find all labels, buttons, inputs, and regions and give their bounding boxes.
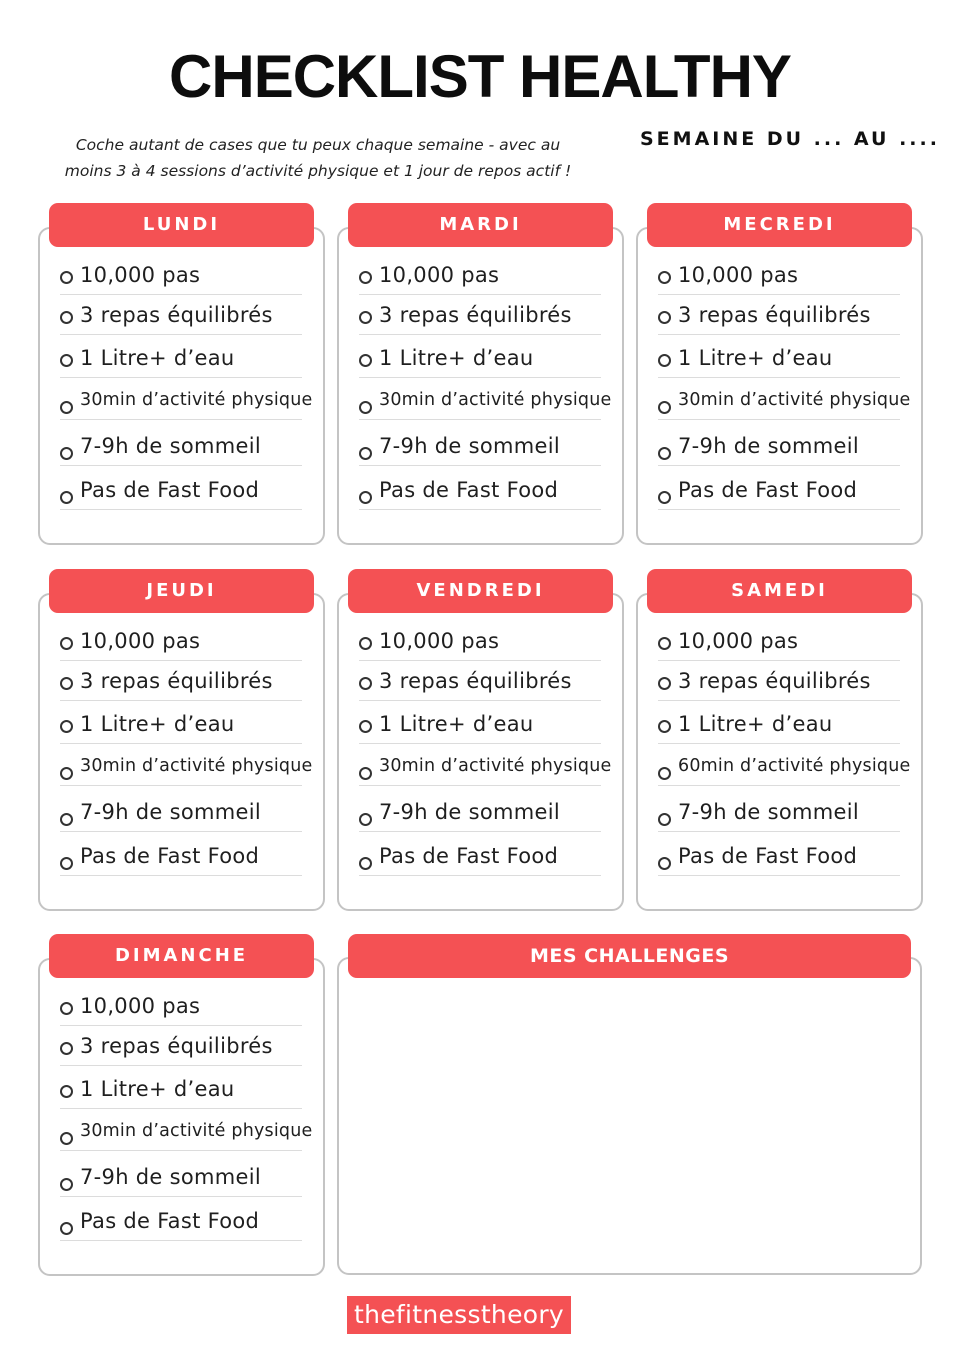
checklist-item — [60, 346, 302, 378]
intro-line-1: Coche autant de cases que tu peux chaque semaine - avec au — [75, 136, 561, 154]
checklist-item — [60, 994, 302, 1026]
challenges-header: MES CHALLENGES — [348, 934, 911, 978]
checkbox-circle-icon[interactable] — [60, 491, 73, 504]
checklist-item-label: 10,000 pas — [379, 263, 500, 287]
checkbox-circle-icon[interactable] — [658, 271, 671, 284]
checkbox-circle-icon[interactable] — [359, 767, 372, 780]
checklist-item — [359, 800, 601, 832]
checklist-item-label: 1 Litre+ d’eau — [678, 346, 833, 370]
checklist-item-label: 1 Litre+ d’eau — [80, 712, 235, 736]
checklist-item-label: 3 repas équilibrés — [379, 669, 572, 693]
checklist-item — [658, 346, 900, 378]
checkbox-circle-icon[interactable] — [658, 767, 671, 780]
checklist-item — [658, 712, 900, 744]
checklist-item — [658, 478, 900, 510]
checklist-item — [359, 346, 601, 378]
checklist-item — [60, 1077, 302, 1109]
checklist-item-label: 1 Litre+ d’eau — [379, 346, 534, 370]
intro-line-2: moins 3 à 4 sessions d’activité physique et 1 jour de repos actif ! — [64, 162, 572, 180]
checkbox-circle-icon[interactable] — [60, 1222, 73, 1235]
intro-text — [48, 132, 588, 184]
checklist-item-label: 7-9h de sommeil — [80, 1165, 262, 1189]
day-header-vendredi: VENDREDI — [348, 569, 613, 613]
checkbox-circle-icon[interactable] — [658, 401, 671, 414]
checklist-item-label: 7-9h de sommeil — [379, 800, 561, 824]
checklist-item-label: 10,000 pas — [678, 629, 799, 653]
checklist-item — [60, 712, 302, 744]
checklist-item — [658, 844, 900, 876]
checkbox-circle-icon[interactable] — [60, 720, 73, 733]
checklist-item-label: 30min d’activité physique — [80, 390, 313, 410]
checklist-item — [658, 754, 911, 786]
checklist-item-label: 30min d’activité physique — [678, 390, 911, 410]
day-header-mardi: MARDI — [348, 203, 613, 247]
checklist-item — [359, 263, 601, 295]
checkbox-circle-icon[interactable] — [60, 677, 73, 690]
checklist-item — [60, 1209, 302, 1241]
checklist-item-label: 3 repas équilibrés — [80, 669, 273, 693]
checklist-item — [60, 303, 302, 335]
checklist-item — [60, 388, 313, 420]
checklist-item — [359, 388, 612, 420]
brand-logo: thefitnesstheory — [347, 1296, 571, 1334]
checklist-item-label: Pas de Fast Food — [80, 844, 260, 868]
checkbox-circle-icon[interactable] — [359, 857, 372, 870]
checkbox-circle-icon[interactable] — [359, 311, 372, 324]
checkbox-circle-icon[interactable] — [359, 271, 372, 284]
checklist-item — [60, 669, 302, 701]
checklist-item-label: Pas de Fast Food — [80, 1209, 260, 1233]
checkbox-circle-icon[interactable] — [60, 311, 73, 324]
checklist-item — [359, 478, 601, 510]
checklist-item — [658, 303, 900, 335]
day-header-dimanche: DIMANCHE — [49, 934, 314, 978]
checkbox-circle-icon[interactable] — [60, 767, 73, 780]
checklist-item — [60, 1034, 302, 1066]
checkbox-circle-icon[interactable] — [60, 354, 73, 367]
checklist-item-label: 7-9h de sommeil — [379, 434, 561, 458]
checklist-item — [60, 263, 302, 295]
checkbox-circle-icon[interactable] — [60, 637, 73, 650]
checkbox-circle-icon[interactable] — [60, 401, 73, 414]
checklist-item-label: 10,000 pas — [678, 263, 799, 287]
checkbox-circle-icon[interactable] — [60, 857, 73, 870]
checklist-item — [359, 434, 601, 466]
day-header-mecredi: MECREDI — [647, 203, 912, 247]
checklist-item-label: 3 repas équilibrés — [678, 303, 871, 327]
checklist-item — [60, 478, 302, 510]
checkbox-circle-icon[interactable] — [60, 1178, 73, 1191]
checklist-item-label: 30min d’activité physique — [379, 390, 612, 410]
checkbox-circle-icon[interactable] — [60, 447, 73, 460]
checkbox-circle-icon[interactable] — [359, 720, 372, 733]
checklist-item-label: 30min d’activité physique — [80, 756, 313, 776]
week-label: SEMAINE DU ... AU .... — [640, 128, 940, 150]
checklist-item — [60, 844, 302, 876]
checkbox-circle-icon[interactable] — [359, 354, 372, 367]
checklist-item — [359, 303, 601, 335]
checklist-item-label: 3 repas équilibrés — [80, 303, 273, 327]
checklist-item-label: 10,000 pas — [80, 629, 201, 653]
checkbox-circle-icon[interactable] — [60, 1085, 73, 1098]
checklist-item-label: 30min d’activité physique — [379, 756, 612, 776]
checkbox-circle-icon[interactable] — [359, 677, 372, 690]
checkbox-circle-icon[interactable] — [658, 491, 671, 504]
checkbox-circle-icon[interactable] — [359, 447, 372, 460]
checkbox-circle-icon[interactable] — [658, 354, 671, 367]
checklist-item-label: 7-9h de sommeil — [678, 800, 860, 824]
checkbox-circle-icon[interactable] — [658, 447, 671, 460]
checkbox-circle-icon[interactable] — [658, 720, 671, 733]
checklist-item-label: 7-9h de sommeil — [678, 434, 860, 458]
checklist-item-label: 1 Litre+ d’eau — [80, 346, 235, 370]
page-title: CHECKLIST HEALTHY — [169, 43, 791, 110]
checkbox-circle-icon[interactable] — [359, 491, 372, 504]
checkbox-circle-icon[interactable] — [658, 857, 671, 870]
checkbox-circle-icon[interactable] — [359, 813, 372, 826]
checklist-item-label: Pas de Fast Food — [678, 478, 858, 502]
checklist-item-label: 10,000 pas — [379, 629, 500, 653]
checklist-item — [60, 754, 313, 786]
checklist-item-label: 1 Litre+ d’eau — [379, 712, 534, 736]
checklist-item — [658, 669, 900, 701]
checklist-item-label: 7-9h de sommeil — [80, 434, 262, 458]
checklist-item-label: 10,000 pas — [80, 994, 201, 1018]
checkbox-circle-icon[interactable] — [658, 677, 671, 690]
checklist-item-label: Pas de Fast Food — [80, 478, 260, 502]
checklist-item — [658, 629, 900, 661]
checklist-item — [359, 629, 601, 661]
checkbox-circle-icon[interactable] — [658, 637, 671, 650]
checkbox-circle-icon[interactable] — [60, 1132, 73, 1145]
checklist-item-label: Pas de Fast Food — [379, 478, 559, 502]
checklist-item — [658, 388, 911, 420]
checklist-item — [60, 1165, 302, 1197]
checklist-item — [658, 263, 900, 295]
checkbox-circle-icon[interactable] — [60, 1042, 73, 1055]
checklist-item — [60, 434, 302, 466]
checklist-item — [658, 434, 900, 466]
checklist-item-label: 3 repas équilibrés — [80, 1034, 273, 1058]
day-header-lundi: LUNDI — [49, 203, 314, 247]
checklist-item-label: 10,000 pas — [80, 263, 201, 287]
checklist-item — [658, 800, 900, 832]
checklist-item-label: 7-9h de sommeil — [80, 800, 262, 824]
checklist-item — [359, 754, 612, 786]
checklist-item-label: 1 Litre+ d’eau — [80, 1077, 235, 1101]
checklist-item-label: 1 Litre+ d’eau — [678, 712, 833, 736]
checklist-item-label: 60min d’activité physique — [678, 756, 911, 776]
checkbox-circle-icon[interactable] — [60, 813, 73, 826]
challenges-card — [337, 957, 922, 1275]
checklist-item — [359, 669, 601, 701]
checkbox-circle-icon[interactable] — [658, 311, 671, 324]
checklist-item-label: 3 repas équilibrés — [379, 303, 572, 327]
day-header-jeudi: JEUDI — [49, 569, 314, 613]
checklist-item — [60, 629, 302, 661]
day-header-samedi: SAMEDI — [647, 569, 912, 613]
checklist-item-label: Pas de Fast Food — [678, 844, 858, 868]
checkbox-circle-icon[interactable] — [359, 637, 372, 650]
checkbox-circle-icon[interactable] — [60, 1002, 73, 1015]
checkbox-circle-icon[interactable] — [658, 813, 671, 826]
checklist-item-label: Pas de Fast Food — [379, 844, 559, 868]
checklist-item — [359, 844, 601, 876]
checklist-item — [60, 1119, 313, 1151]
checkbox-circle-icon[interactable] — [60, 271, 73, 284]
checkbox-circle-icon[interactable] — [359, 401, 372, 414]
checklist-item — [359, 712, 601, 744]
checklist-item-label: 30min d’activité physique — [80, 1121, 313, 1141]
checklist-item-label: 3 repas équilibrés — [678, 669, 871, 693]
checklist-item — [60, 800, 302, 832]
